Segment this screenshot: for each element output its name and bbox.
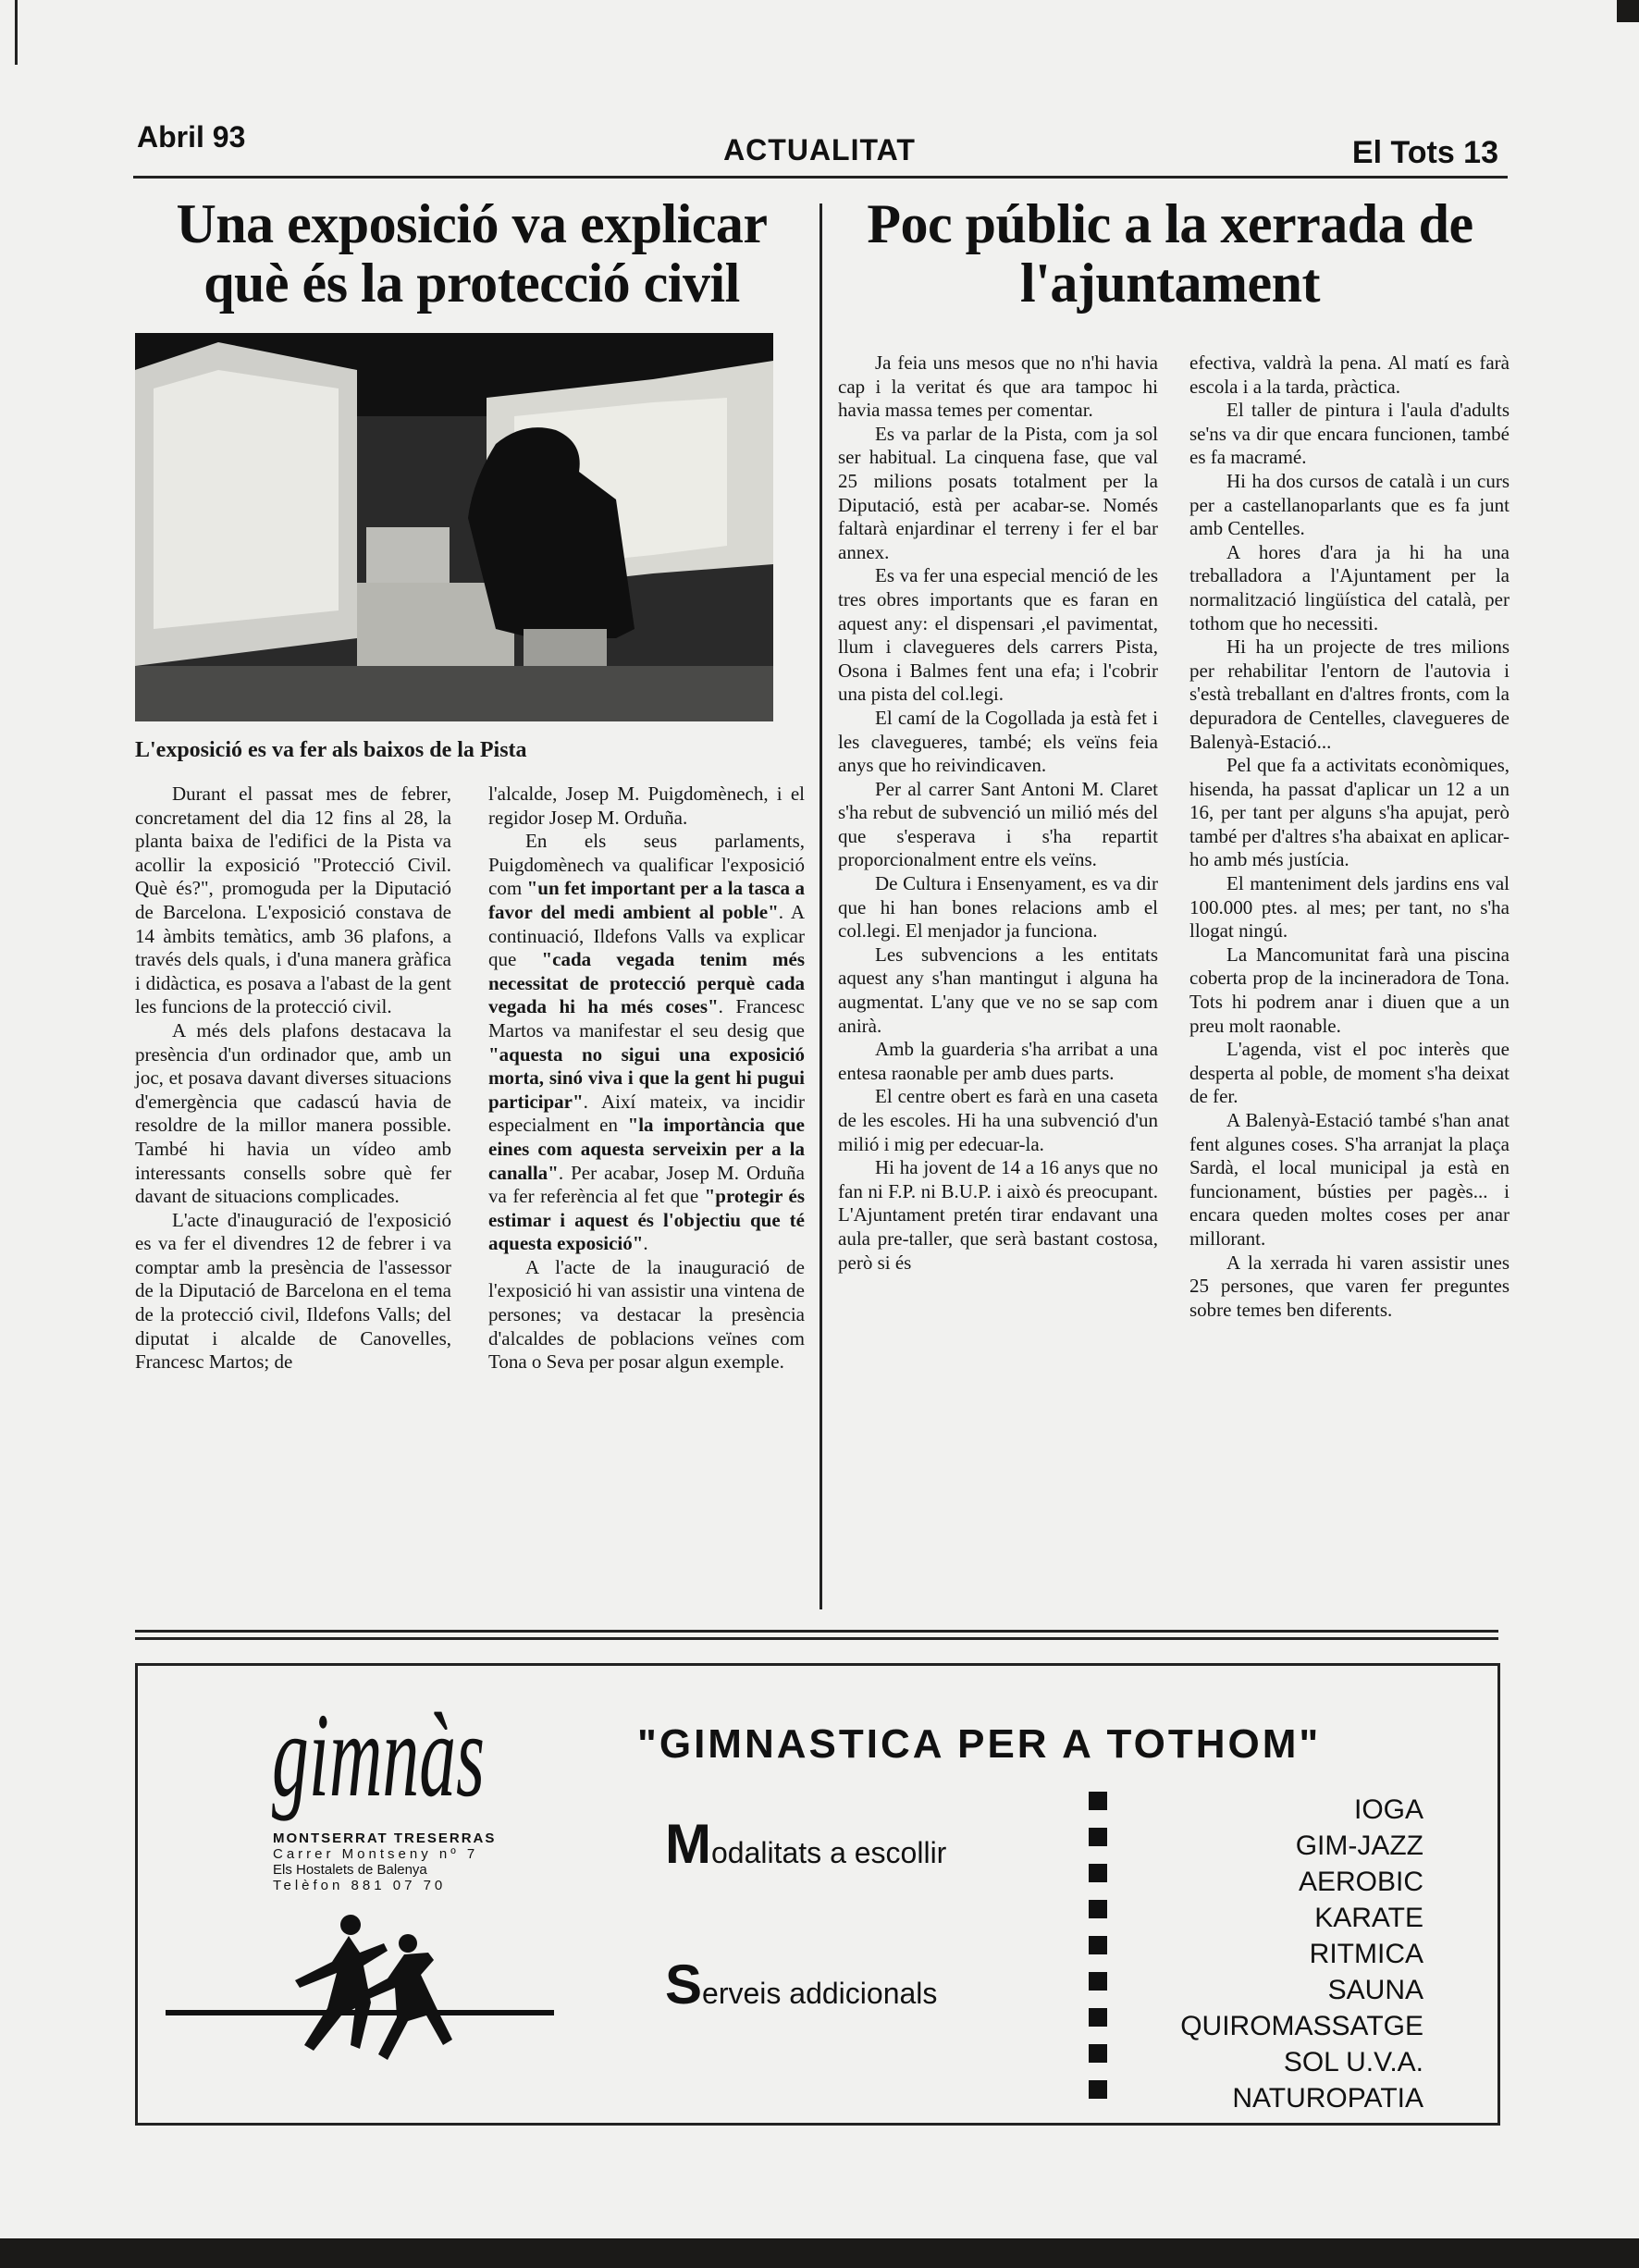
quote: "la importància que eines com aquesta serveixin per a la canalla" [488,1114,806,1184]
paragraph: efectiva, valdrà la pena. Al matí es farà escola i a la tarda, pràctica. [1189,351,1510,398]
services-text: erveis addicionals [702,1977,938,2010]
headline-left: Una exposició va explicar què és la protecció civil [176,193,768,314]
article-left-column-1 [135,783,451,1374]
photo-caption: L'exposició es va fer als baixos de la Pista [135,738,527,762]
paragraph: Per al carrer Sant Antoni M. Claret s'ha rebut de subvenció un milió més del que s'esperava i s'ha repartit proporcionalment entre els veïns. [838,777,1158,871]
dancers-figure-icon [166,1906,554,2091]
page-number: El Tots 13 [1351,135,1498,170]
gym-town: Els Hostalets de Balenya [273,1862,427,1878]
bullet-square-icon [1089,2080,1107,2099]
quote: "protegir és estimar i aquest és l'objectiu que té aquesta exposició" [488,1185,805,1255]
bullet-square-icon [1089,1972,1107,1991]
paragraph: Hi ha un projecte de tres milions per rehabilitar l'entorn de l'autovia i s'està treballant en d'altres fronts, com la depuradora de Centelles, clavegueres de Balenyà-Estació... [1189,635,1510,753]
service-item: AEROBIC [1298,1867,1423,1897]
paragraph: El manteniment dels jardins ens val 100.000 ptes. al mes; per tant, no s'ha llogat ningú. [1189,872,1510,943]
gimnas-logo [267,1689,489,1822]
modalities-label [665,1812,946,1876]
page-spine [15,0,18,65]
services-list [1118,1792,1423,2116]
bullet-squares [1089,1792,1109,2116]
paragraph: Es va fer una especial menció de les tres obres importants que es faran en aquest any: el dispensari ,el pavimentat, llum i clavegueres dels carrers Pista, Osona i Balmes fent una efa; i l'cobrir una pista del col.legi. [838,564,1158,706]
paragraph: De Cultura i Ensenyament, es va dir que hi han bones relacions amb el col.legi. El menjador ja funciona. [838,872,1158,943]
service-item: SAUNA [1327,1975,1423,2005]
services-label [665,1953,937,2016]
paragraph: Les subvencions a les entitats aquest any s'han mantingut i alguna ha augmentat. L'any que ve no se sap com anirà. [838,943,1158,1037]
gym-owner: MONTSERRAT TRESERRAS [273,1830,497,1846]
modalities-initial: M [665,1813,711,1875]
service-item: IOGA [1353,1794,1423,1825]
bullet-square-icon [1089,1792,1107,1810]
bullet-square-icon [1089,2008,1107,2027]
quote: "aquesta no sigui una exposició morta, sinó viva i que la gent hi pugui participar" [488,1042,805,1113]
bullet-square-icon [1089,1936,1107,1954]
service-item: QUIROMASSATGE [1180,2011,1423,2041]
issue-date: Abril 93 [137,120,246,154]
paragraph: Ja feia uns mesos que no n'hi havia cap i la veritat és que ara tampoc hi havia massa temes per comentar. [838,351,1158,422]
paragraph: Durant el passat mes de febrer, concretament del dia 12 fins al 28, la planta baixa de l'edifici de la Pista va acollir la exposició "Protecció Civil. Què és?", promoguda per la Diputació de Barcelona. L'exposició constava de 14 àmbits temàtics, amb 36 plafons, a través dels quals, i d'una manera gràfica i didàctica, es posava a l'abast de la gent les funcions de la protecció civil. [135,783,451,1018]
gym-contact [273,1830,569,1893]
header-rule [133,176,1508,179]
exhibition-photo [135,333,773,721]
headline-right: Poc públic a la xerrada de l'ajuntament [867,193,1473,314]
paragraph: L'agenda, vist el poc interès que desperta al poble, de moment s'ha deixat de fer. [1189,1038,1510,1108]
paragraph: A l'acte de la inauguració de l'exposició hi van assistir una vintena de persones; va destacar la presència d'alcaldes de poblacions veïnes com Tona o Seva per posar algun exemple. [488,1255,805,1374]
section-title: ACTUALITAT [723,133,916,166]
article-left-column-2 [488,783,805,1374]
bullet-square-icon [1089,1900,1107,1918]
bullet-square-icon [1089,1828,1107,1846]
paragraph: Amb la guarderia s'ha arribat a una entesa raonable per amb dues parts. [838,1038,1158,1084]
paragraph: El taller de pintura i l'aula d'adults se'ns va dir que encara funcionen, també es fa macramé. [1189,399,1510,469]
paragraph: A Balenyà-Estació també s'han anat fent algunes coses. S'ha arranjat la plaça Sardà, el local municipal ja està en funcionament, bústies per pagès... i encara queden moltes coses per anar millorant. [1189,1109,1510,1250]
paragraph: Hi ha jovent de 14 a 16 anys que no fan ni F.P. ni B.U.P. i això és preocupant. L'Ajuntament pretén tirar endavant una aula pre-taller, que serà bastant costosa, però si és [838,1156,1158,1274]
service-item: GIM-JAZZ [1295,1830,1423,1861]
service-item: NATUROPATIA [1232,2083,1423,2114]
paragraph: Pel que fa a activitats econòmiques, hisenda, ha passat d'aplicar un 12 a un 16, per tant per alguns s'ha apujat, però també per d'altres s'ha abaixat en aplicar-ho amb més justícia. [1189,754,1510,871]
services-initial: S [665,1954,703,2015]
gym-street: Carrer Montseny nº 7 [273,1846,479,1862]
paragraph: A hores d'ara ja hi ha una treballadora a l'Ajuntament per la normalització lingüística del català, per tothom que ho necessiti. [1189,540,1510,635]
paragraph: El centre obert es farà en una caseta de les escoles. Hi ha una subvenció d'un milió i mig per edecuar-la. [838,1085,1158,1155]
gym-phone: Telèfon 881 07 70 [273,1878,447,1893]
paragraph: L'acte d'inauguració de l'exposició es va fer el divendres 12 de febrer i va comptar amb la presència de l'assessor de la Diputació de Barcelona en el tema de la protecció civil, Ildefons Valls; del diputat i alcalde de Canovelles, Francesc Martos; de [135,1208,451,1374]
article-right-column-2 [1189,351,1510,1322]
service-item: SOL U.V.A. [1283,2047,1423,2077]
service-item: KARATE [1314,1903,1423,1933]
paragraph-with-quotes: En els seus parlaments, Puigdomènech va qualificar l'exposició com "un fet important per a la tasca a favor del medi ambient al poble". A continuació, Ildefons Valls va explicar que "cada vegada tenim més necessitat de protecció perquè cada vegada hi ha més coses". Francesc Martos va manifestar el seu desig que "aquesta no sigui una exposició morta, sinó viva i que la gent hi pugui participar". Així mateix, va incidir especialment en "la importància que eines com aquesta serveixin per a la canalla". Per acabar, Josep M. Orduña va fer referència al fet que "protegir és estimar i aquest és l'objectiu que té aquesta exposició". [488,830,806,1255]
bullet-square-icon [1089,1864,1107,1882]
section-rule [135,1630,1498,1633]
ad-slogan: "GIMNASTICA PER A TOTHOM" [637,1721,1322,1767]
scan-border [0,2238,1639,2268]
section-rule [135,1637,1498,1640]
paragraph: Hi ha dos cursos de català i un curs per a castellanoparlants que es fa junt amb Centelles. [1189,469,1510,540]
quote: "cada vegada tenim més necessitat de protecció perquè cada vegada hi ha més coses" [488,948,805,1018]
paragraph: l'alcalde, Josep M. Puigdomènech, i el regidor Josep M. Orduña. [488,783,805,829]
paragraph: A la xerrada hi varen assistir unes 25 persones, que varen fer preguntes sobre temes ben diferents. [1189,1251,1510,1321]
logo-wordmark: gimnàs [272,1689,485,1822]
paragraph: El camí de la Cogollada ja està fet i les clavegueres, també; els veïns feia anys que ho reivindicaven. [838,706,1158,777]
bullet-square-icon [1089,2044,1107,2063]
modalities-text: odalitats a escollir [710,1836,947,1869]
gym-advertisement [135,1663,1500,2126]
paragraph: Es va parlar de la Pista, com ja sol ser habitual. La cinquena fase, que val 25 milions posats totalment per la Diputació, està per acabar-se. Només faltarà enjardinar el terreny i fer el bar annex. [838,422,1158,563]
page-corner [1617,0,1639,22]
service-item: RITMICA [1309,1939,1423,1969]
article-right-column-1 [838,351,1158,1275]
paragraph: La Mancomunitat farà una piscina coberta prop de la incineradora de Tona. Tots hi podrem anar i diuen que a un preu molt raonable. [1189,943,1510,1037]
paragraph: A més dels plafons destacava la presència d'un ordinador que, amb un joc, et posava davant diverses situacions d'emergència que cadascú havia de resoldre de la millor manera possible. També hi havia un vídeo amb interessants consells sobre què fer davant de situacions complicades. [135,1018,451,1208]
quote: "un fet important per a la tasca a favor del medi ambient al poble" [488,877,805,923]
column-divider [820,203,822,1609]
